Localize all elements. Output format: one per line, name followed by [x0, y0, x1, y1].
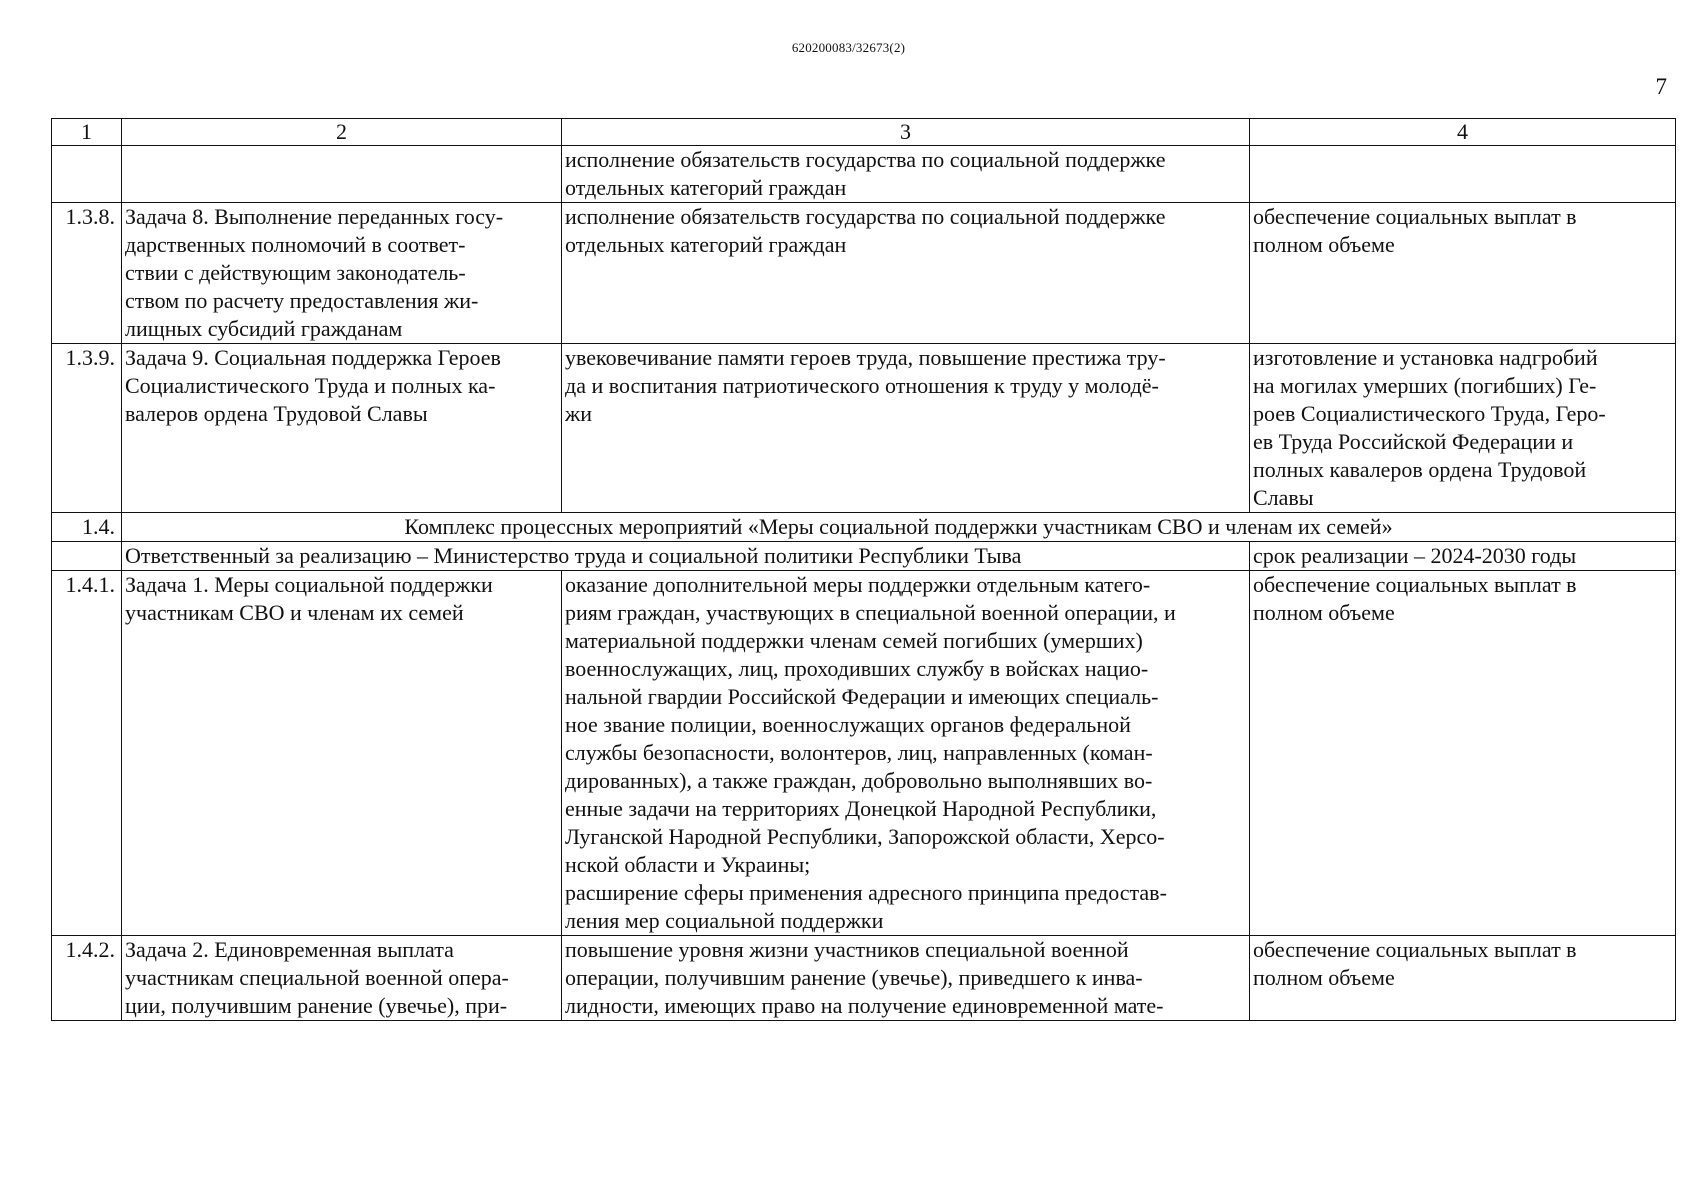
goal-cell	[562, 146, 1250, 203]
text-line: исполнение обязательств государства по социальной поддержке	[565, 204, 1166, 229]
text-line: обеспечение социальных выплат в	[1253, 204, 1577, 229]
empty-cell	[52, 542, 122, 571]
row-number: 1.3.9.	[52, 344, 122, 513]
text-line: участникам СВО и членам их семей	[125, 600, 464, 625]
text-line: Задача 2. Единовременная выплата	[125, 937, 454, 962]
text-line: Социалистического Труда и полных ка-	[125, 373, 496, 398]
result-cell	[1250, 203, 1676, 344]
text-line: полном объеме	[1253, 600, 1395, 625]
column-number-2: 2	[122, 119, 562, 146]
text-line: расширение сферы применения адресного принципа предостав-	[565, 880, 1167, 905]
row-number: 1.3.8.	[52, 203, 122, 344]
column-number-1: 1	[52, 119, 122, 146]
text-line: изготовление и установка надгробий	[1253, 345, 1598, 370]
text-line: оказание дополнительной меры поддержки отдельным катего-	[565, 572, 1151, 597]
text-line: Славы	[1253, 485, 1314, 510]
section-title: Комплекс процессных мероприятий «Меры социальной поддержки участникам СВО и членам их семей»	[122, 513, 1676, 542]
text-line: ное звание полиции, военнослужащих органов федеральной	[565, 712, 1131, 737]
text-line: ством по расчету предоставления жи-	[125, 288, 479, 313]
text-line: исполнение обязательств государства по социальной поддержке	[565, 147, 1166, 172]
goal-cell	[562, 344, 1250, 513]
result-cell	[1250, 936, 1676, 1021]
text-line: службы безопасности, волонтеров, лиц, направленных (коман-	[565, 740, 1153, 765]
table-row	[52, 344, 1676, 513]
text-line: ев Труда Российской Федерации и	[1253, 429, 1574, 454]
text-line: Луганской Народной Республики, Запорожской области, Херсо-	[565, 824, 1165, 849]
text-line: дарственных полномочий в соответ-	[125, 232, 466, 257]
text-line: материальной поддержки членам семей погибших (умерших)	[565, 628, 1143, 653]
row-number: 1.4.2.	[52, 936, 122, 1021]
text-line: на могилах умерших (погибших) Ге-	[1253, 373, 1597, 398]
goal-cell	[562, 936, 1250, 1021]
table-row	[52, 146, 1676, 203]
table-row	[52, 936, 1676, 1021]
term-cell: срок реализации – 2024-2030 годы	[1250, 542, 1676, 571]
program-table	[51, 118, 1676, 1021]
text-line: лидности, имеющих право на получение единовременной мате-	[565, 993, 1164, 1018]
text-line: валеров ордена Трудовой Славы	[125, 401, 428, 426]
section-number: 1.4.	[52, 513, 122, 542]
responsible-cell: Ответственный за реализацию – Министерство труда и социальной политики Республики Тыва	[122, 542, 1250, 571]
task-cell	[122, 344, 562, 513]
row-number	[52, 146, 122, 203]
text-line: лищных субсидий гражданам	[125, 316, 403, 341]
text-line: нской области и Украины;	[565, 852, 811, 877]
goal-cell	[562, 203, 1250, 344]
task-cell	[122, 203, 562, 344]
result-cell	[1250, 344, 1676, 513]
text-line: жи	[565, 401, 592, 426]
text-line: да и воспитания патриотического отношения к труду у молодё-	[565, 373, 1159, 398]
document-id: 620200083/32673(2)	[791, 40, 906, 55]
task-cell	[122, 936, 562, 1021]
row-number: 1.4.1.	[52, 571, 122, 936]
goal-cell	[562, 571, 1250, 936]
text-line: отдельных категорий граждан	[565, 175, 847, 200]
text-line: военнослужащих, лиц, проходивших службу в войсках нацио-	[565, 656, 1149, 681]
text-line: ции, получившим ранение (увечье), при-	[125, 993, 508, 1018]
text-line: ствии с действующим законодатель-	[125, 260, 466, 285]
task-cell	[122, 146, 562, 203]
column-number-3: 3	[562, 119, 1250, 146]
page-number: 7	[1655, 74, 1667, 99]
result-cell	[1250, 571, 1676, 936]
text-line: отдельных категорий граждан	[565, 232, 847, 257]
column-number-row	[52, 119, 1676, 146]
text-line: операции, получившим ранение (увечье), приведшего к инва-	[565, 965, 1143, 990]
text-line: повышение уровня жизни участников специальной военной	[565, 937, 1129, 962]
text-line: участникам специальной военной опера-	[125, 965, 509, 990]
text-line: дированных), а также граждан, добровольно выполнявших во-	[565, 768, 1153, 793]
text-line: Задача 8. Выполнение переданных госу-	[125, 204, 504, 229]
text-line: Задача 1. Меры социальной поддержки	[125, 572, 493, 597]
text-line: ления мер социальной поддержки	[565, 908, 884, 933]
text-line: риям граждан, участвующих в специальной военной операции, и	[565, 600, 1176, 625]
text-line: полном объеме	[1253, 965, 1395, 990]
text-line: полных кавалеров ордена Трудовой	[1253, 457, 1587, 482]
text-line: енные задачи на территориях Донецкой Народной Республики,	[565, 796, 1157, 821]
table-row	[52, 571, 1676, 936]
text-line: нальной гвардии Российской Федерации и имеющих специаль-	[565, 684, 1159, 709]
text-line: Задача 9. Социальная поддержка Героев	[125, 345, 501, 370]
text-line: увековечивание памяти героев труда, повышение престижа тру-	[565, 345, 1166, 370]
text-line: обеспечение социальных выплат в	[1253, 937, 1577, 962]
text-line: обеспечение социальных выплат в	[1253, 572, 1577, 597]
responsible-row	[52, 542, 1676, 571]
table-row	[52, 203, 1676, 344]
text-line: полном объеме	[1253, 232, 1395, 257]
section-row	[52, 513, 1676, 542]
task-cell	[122, 571, 562, 936]
result-cell	[1250, 146, 1676, 203]
column-number-4: 4	[1250, 119, 1676, 146]
text-line: роев Социалистического Труда, Геро-	[1253, 401, 1606, 426]
